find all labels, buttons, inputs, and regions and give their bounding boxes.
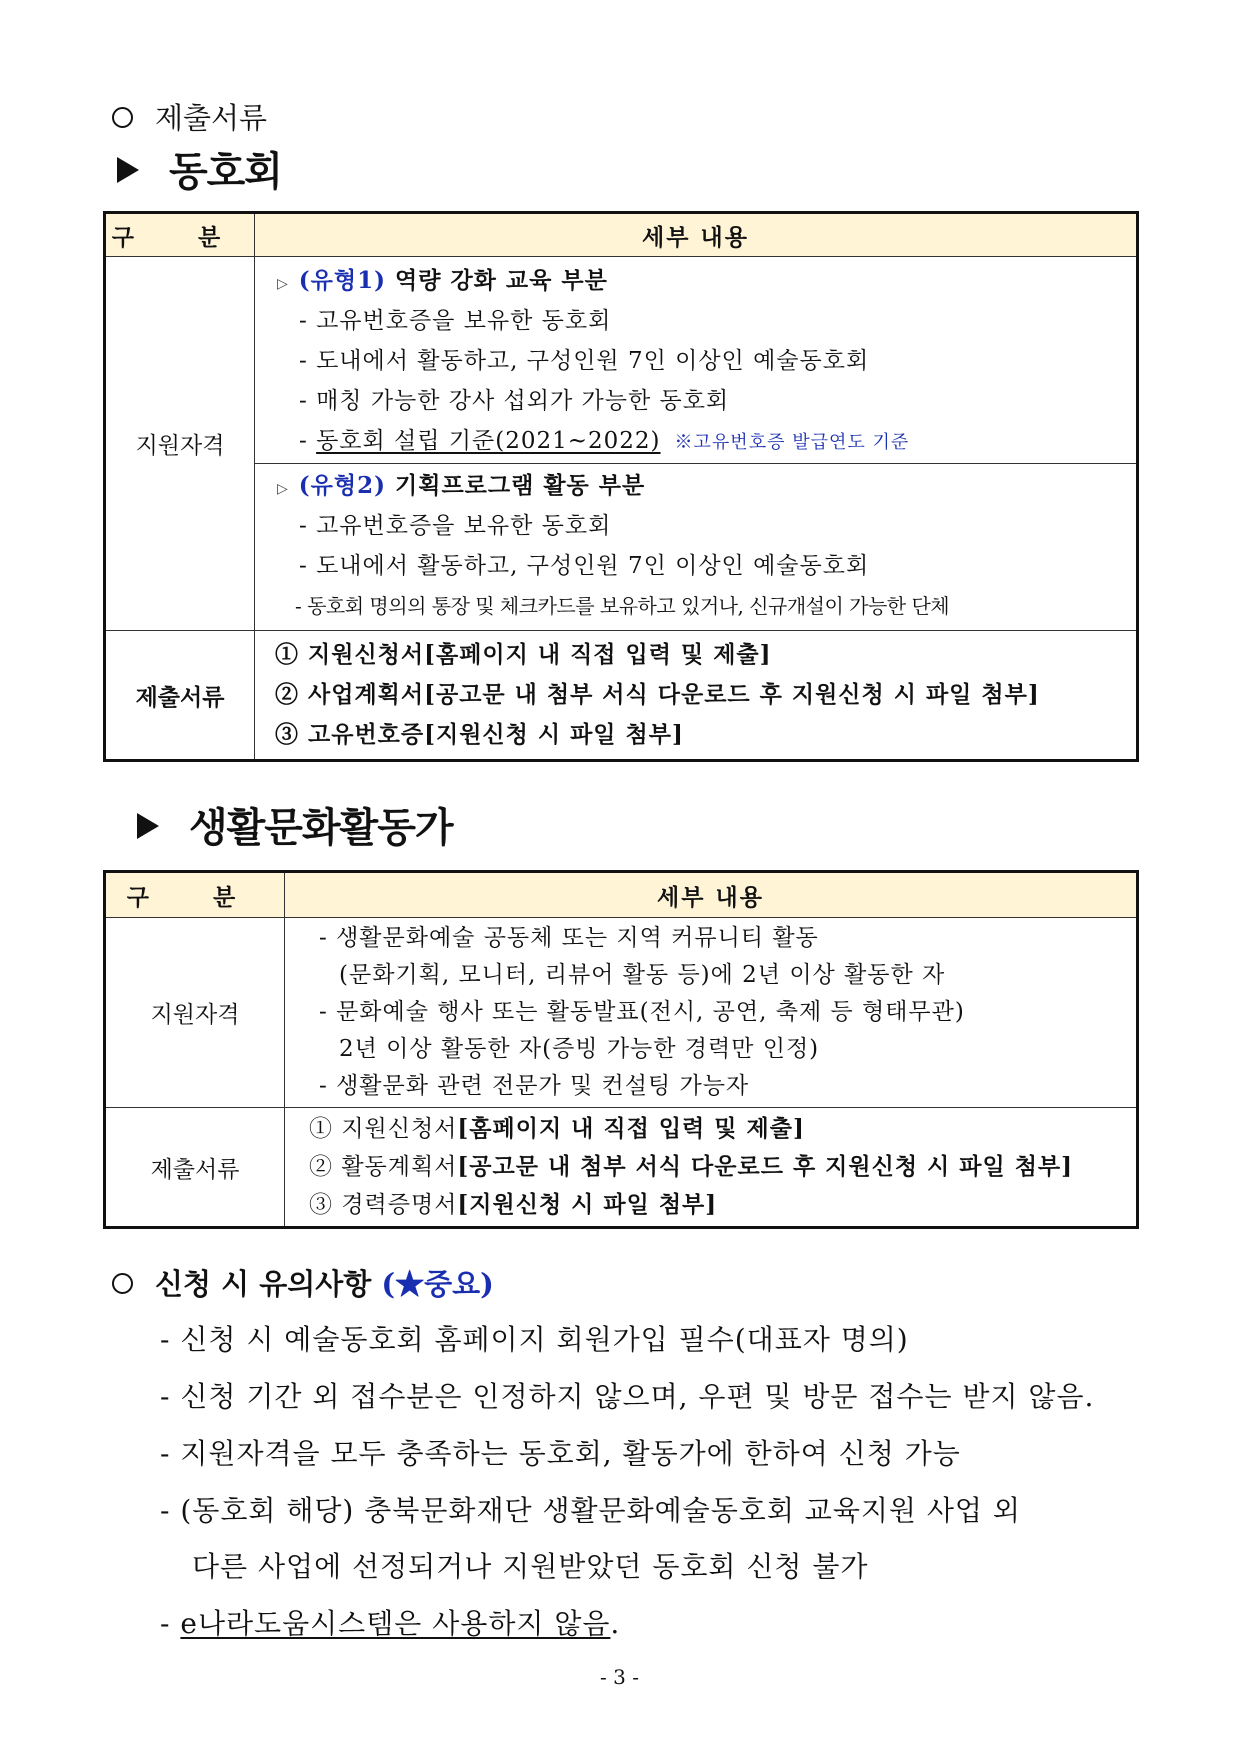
club-type1-item: - 도내에서 활동하고, 구성인원 7인 이상인 예술동호회 [299, 348, 870, 374]
club-type1-item: - 매칭 가능한 강사 섭외가 가능한 동호회 [299, 388, 730, 414]
club-eligibility-label: 지원자격 [105, 257, 255, 631]
activist-eligibility-row [105, 918, 1138, 1108]
club-documents-cell [255, 631, 1138, 761]
page-number: - 3 - [600, 1665, 639, 1689]
activist-table-header [105, 872, 1138, 918]
activist-heading: 생활문화활동가 [137, 796, 452, 853]
small-triangle-icon: ▷ [277, 276, 289, 292]
activist-eligibility-line: (문화기획, 모니터, 리뷰어 활동 등)에 2년 이상 활동한 자 [339, 962, 946, 988]
circle-bullet-icon [112, 1273, 133, 1294]
circle-bullet-icon [112, 107, 133, 128]
activist-document-item: ① 지원신청서[홈페이지 내 직접 입력 및 제출] [309, 1115, 805, 1142]
club-type1-item: - 고유번호증을 보유한 동호회 [299, 308, 612, 334]
activist-col-detail: 세부 내용 [285, 872, 1138, 918]
activist-eligibility-cell [285, 918, 1138, 1108]
notes-item: - (동호회 해당) 충북문화재단 생활문화예술동호회 교육지원 사업 외 [160, 1494, 1021, 1527]
club-documents-row [105, 631, 1138, 761]
activist-eligibility-line: 2년 이상 활동한 자(증빙 가능한 경력만 인정) [339, 1036, 820, 1062]
notes-heading: 신청 시 유의사항 (★중요) [112, 1262, 494, 1303]
activist-eligibility-line: - 문화예술 행사 또는 활동발표(전시, 공연, 축제 등 형태무관) [319, 999, 965, 1025]
notes-item: - 신청 기간 외 접수분은 인정하지 않으며, 우편 및 방문 접수는 받지 않음. [160, 1380, 1095, 1413]
notes-item-continuation: 다른 사업에 선정되거나 지원받았던 동호회 신청 불가 [192, 1550, 869, 1583]
activist-col-category: 구 분 [105, 872, 285, 918]
club-heading: 동호회 [117, 140, 282, 197]
club-document-item: ① 지원신청서[홈페이지 내 직접 입력 및 제출] [275, 641, 772, 668]
activist-eligibility-label: 지원자격 [105, 918, 285, 1108]
activist-documents-cell [285, 1108, 1138, 1228]
club-type1-title: ▷ (유형1) 역량 강화 교육 부분 [277, 267, 608, 294]
club-type1-note: ※고유번호증 발급연도 기준 [674, 432, 910, 453]
club-type1-item-founding: - 동호회 설립 기준(2021~2022) ※고유번호증 발급연도 기준 [299, 428, 910, 454]
club-type2-block [255, 464, 1136, 626]
activist-table [103, 870, 1139, 1229]
triangle-bullet-icon [117, 157, 139, 183]
club-documents-label: 제출서류 [105, 631, 255, 761]
notes-item: - 지원자격을 모두 충족하는 동호회, 활동가에 한하여 신청 가능 [160, 1437, 961, 1470]
club-table-header [105, 213, 1138, 257]
club-col-detail: 세부 내용 [255, 213, 1138, 257]
club-col-category: 구 분 [105, 213, 255, 257]
submission-heading: 제출서류 [112, 96, 267, 137]
triangle-bullet-icon [137, 813, 159, 839]
notes-item-last: - e나라도움시스템은 사용하지 않음. [160, 1607, 621, 1640]
club-table [103, 211, 1139, 762]
activist-eligibility-line: - 생활문화예술 공동체 또는 지역 커뮤니티 활동 [319, 925, 819, 951]
club-eligibility-row [105, 257, 1138, 631]
club-document-item: ③ 고유번호증[지원신청 시 파일 첨부] [275, 721, 684, 748]
activist-eligibility-line: - 생활문화 관련 전문가 및 컨설팅 가능자 [319, 1073, 750, 1099]
activist-document-item: ② 활동계획서[공고문 내 첨부 서식 다운로드 후 지원신청 시 파일 첨부] [309, 1153, 1074, 1180]
activist-documents-row [105, 1108, 1138, 1228]
club-type2-item: - 고유번호증을 보유한 동호회 [299, 513, 612, 539]
notes-item: - 신청 시 예술동호회 홈페이지 회원가입 필수(대표자 명의) [160, 1323, 909, 1356]
activist-documents-label: 제출서류 [105, 1108, 285, 1228]
club-type2-item: - 도내에서 활동하고, 구성인원 7인 이상인 예술동호회 [299, 553, 870, 579]
club-type2-title: ▷ (유형2) 기획프로그램 활동 부분 [277, 472, 646, 499]
club-type2-item: - 동호회 명의의 통장 및 체크카드를 보유하고 있거나, 신규개설이 가능한 단체 [295, 594, 950, 618]
club-type1-block [255, 261, 1136, 464]
activist-document-item: ③ 경력증명서[지원신청 시 파일 첨부] [309, 1191, 718, 1218]
club-document-item: ② 사업계획서[공고문 내 첨부 서식 다운로드 후 지원신청 시 파일 첨부] [275, 681, 1040, 708]
club-eligibility-cell [255, 257, 1138, 631]
small-triangle-icon: ▷ [277, 481, 289, 497]
